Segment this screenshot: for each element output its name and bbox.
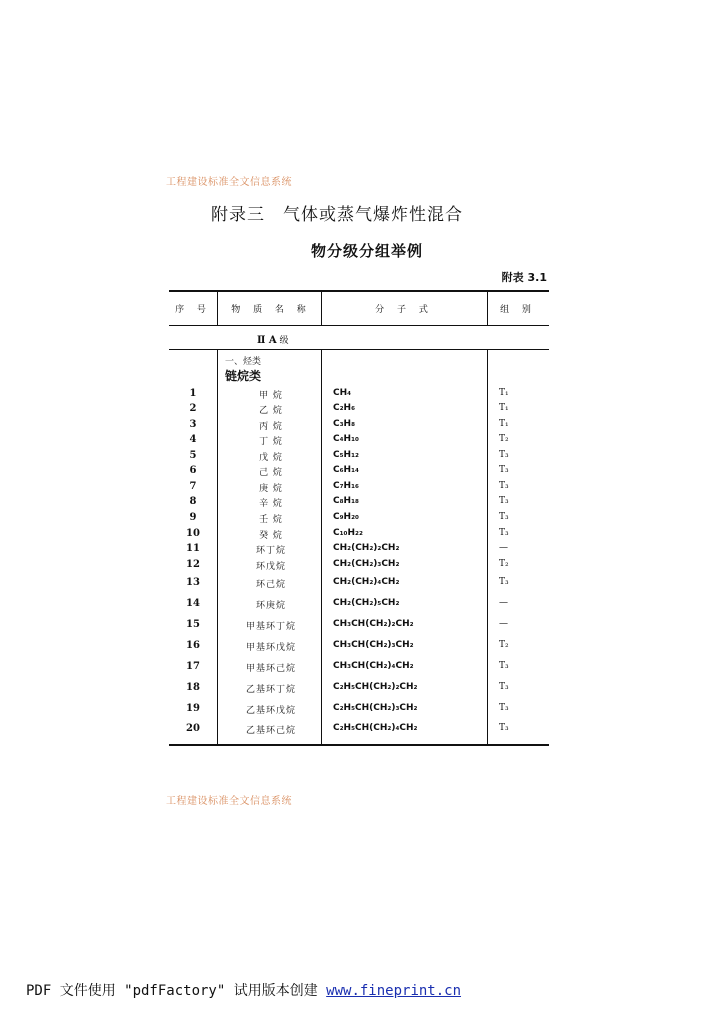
pdf-footer bbox=[26, 980, 461, 1000]
row-group: — bbox=[499, 543, 508, 553]
row-name: 甲基环丁烷 bbox=[245, 622, 296, 632]
category-level1: 一、烃类 bbox=[225, 357, 262, 367]
row-name: 乙基环己烷 bbox=[245, 726, 296, 736]
row-formula: C₅H₁₂ bbox=[333, 450, 359, 460]
row-group: — bbox=[499, 619, 508, 629]
row-group: T₃ bbox=[499, 723, 509, 733]
row-no: 7 bbox=[189, 481, 197, 492]
row-group: T₁ bbox=[499, 403, 509, 413]
row-no: 9 bbox=[189, 512, 197, 523]
row-formula: C₂H₆ bbox=[333, 403, 356, 413]
row-name: 环戊烷 bbox=[255, 562, 286, 572]
row-formula: C₁₀H₂₂ bbox=[333, 528, 363, 538]
row-name: 乙基环丁烷 bbox=[245, 685, 296, 695]
table-row bbox=[169, 543, 549, 558]
col-divider-1-head bbox=[217, 292, 218, 326]
title-text-1: 气体或蒸气爆炸性混合 bbox=[283, 205, 463, 225]
row-formula: C₄H₁₀ bbox=[333, 434, 359, 444]
row-no: 2 bbox=[189, 403, 197, 414]
row-no: 14 bbox=[186, 598, 200, 609]
row-formula: C₂H₅CH(CH₂)₃CH₂ bbox=[333, 703, 418, 713]
row-formula: CH₃CH(CH₂)₂CH₂ bbox=[333, 619, 414, 629]
row-no: 18 bbox=[186, 682, 200, 693]
row-no: 6 bbox=[189, 465, 197, 476]
row-formula: C₂H₅CH(CH₂)₄CH₂ bbox=[333, 723, 418, 733]
row-formula: CH₂(CH₂)₂CH₂ bbox=[333, 543, 400, 553]
row-formula: C₇H₁₆ bbox=[333, 481, 359, 491]
row-name: 辛 烷 bbox=[259, 499, 283, 509]
row-no: 4 bbox=[189, 434, 197, 445]
table-row bbox=[169, 703, 549, 718]
row-group: T₃ bbox=[499, 577, 509, 587]
row-name: 甲 烷 bbox=[259, 391, 283, 401]
watermark-top: 工程建设标准全文信息系统 bbox=[166, 177, 292, 188]
row-name: 庚 烷 bbox=[259, 484, 283, 494]
row-name: 环己烷 bbox=[255, 580, 286, 590]
table-row bbox=[169, 559, 549, 574]
table-row bbox=[169, 723, 549, 738]
grade-rule bbox=[169, 349, 549, 350]
table-row bbox=[169, 577, 549, 592]
header-rule bbox=[169, 325, 549, 326]
row-group: T₃ bbox=[499, 703, 509, 713]
footer-text: PDF 文件使用 "pdfFactory" 试用版本创建 bbox=[26, 983, 327, 999]
title-appendix: 附录三 bbox=[211, 205, 265, 225]
row-group: T₃ bbox=[499, 661, 509, 671]
row-name: 环丁烷 bbox=[255, 546, 286, 556]
row-group: T₃ bbox=[499, 450, 509, 460]
table-row bbox=[169, 388, 549, 403]
row-group: T₂ bbox=[499, 640, 509, 650]
row-name: 丁 烷 bbox=[259, 437, 283, 447]
grade-label bbox=[257, 333, 289, 346]
table-row bbox=[169, 465, 549, 480]
table-row bbox=[169, 403, 549, 418]
row-name: 环庚烷 bbox=[255, 601, 286, 611]
row-formula: CH₃CH(CH₂)₃CH₂ bbox=[333, 640, 414, 650]
table-row bbox=[169, 419, 549, 434]
row-group: — bbox=[499, 598, 508, 608]
footer-link[interactable]: www.fineprint.cn bbox=[326, 983, 462, 999]
row-formula: CH₃CH(CH₂)₄CH₂ bbox=[333, 661, 414, 671]
row-formula: CH₂(CH₂)₄CH₂ bbox=[333, 577, 400, 587]
row-formula: C₃H₈ bbox=[333, 419, 356, 429]
table-row bbox=[169, 661, 549, 676]
row-name: 甲基环己烷 bbox=[245, 664, 296, 674]
row-group: T₃ bbox=[499, 528, 509, 538]
row-no: 11 bbox=[186, 543, 200, 554]
row-group: T₂ bbox=[499, 434, 509, 444]
row-no: 10 bbox=[186, 528, 200, 539]
row-group: T₃ bbox=[499, 481, 509, 491]
table-number: 附表 3.1 bbox=[501, 271, 547, 284]
row-group: T₃ bbox=[499, 465, 509, 475]
row-group: T₁ bbox=[499, 419, 509, 429]
header-name: 物 质 名 称 bbox=[231, 305, 311, 315]
table-row bbox=[169, 528, 549, 543]
classification-table bbox=[169, 290, 549, 746]
row-formula: CH₂(CH₂)₃CH₂ bbox=[333, 559, 400, 569]
table-row bbox=[169, 434, 549, 449]
row-group: T₁ bbox=[499, 388, 509, 398]
row-no: 16 bbox=[186, 640, 200, 651]
row-formula: C₆H₁₄ bbox=[333, 465, 359, 475]
row-no: 19 bbox=[186, 703, 200, 714]
row-no: 20 bbox=[186, 723, 200, 734]
table-row bbox=[169, 619, 549, 634]
row-no: 17 bbox=[186, 661, 200, 672]
row-name: 丙 烷 bbox=[259, 422, 283, 432]
row-formula: C₂H₅CH(CH₂)₂CH₂ bbox=[333, 682, 418, 692]
table-row bbox=[169, 496, 549, 511]
watermark-bottom: 工程建设标准全文信息系统 bbox=[166, 796, 292, 807]
row-no: 1 bbox=[189, 388, 197, 399]
row-no: 3 bbox=[189, 419, 197, 430]
table-row bbox=[169, 640, 549, 655]
table-row bbox=[169, 682, 549, 697]
row-group: T₃ bbox=[499, 496, 509, 506]
table-row bbox=[169, 450, 549, 465]
row-no: 15 bbox=[186, 619, 200, 630]
row-group: T₃ bbox=[499, 512, 509, 522]
row-formula: CH₂(CH₂)₅CH₂ bbox=[333, 598, 400, 608]
row-formula: CH₄ bbox=[333, 388, 352, 398]
row-name: 癸 烷 bbox=[259, 531, 283, 541]
table-row bbox=[169, 512, 549, 527]
category-level2: 链烷类 bbox=[225, 369, 262, 383]
row-formula: C₈H₁₈ bbox=[333, 496, 359, 506]
row-name: 甲基环戊烷 bbox=[245, 643, 296, 653]
table-row bbox=[169, 481, 549, 496]
row-group: T₂ bbox=[499, 559, 509, 569]
row-name: 壬 烷 bbox=[259, 515, 283, 525]
grade-suffix: 级 bbox=[279, 336, 289, 346]
header-no: 序 号 bbox=[175, 305, 211, 315]
title-line-2: 物分级分组举例 bbox=[311, 242, 424, 260]
header-group: 组 别 bbox=[500, 305, 536, 315]
header-formula: 分 子 式 bbox=[375, 305, 433, 315]
table-row bbox=[169, 598, 549, 613]
row-formula: C₉H₂₀ bbox=[333, 512, 359, 522]
grade-roman: Ⅱ A bbox=[257, 335, 277, 346]
row-no: 12 bbox=[186, 559, 200, 570]
row-no: 8 bbox=[189, 496, 197, 507]
row-no: 5 bbox=[189, 450, 197, 461]
row-name: 己 烷 bbox=[259, 468, 283, 478]
title-line-1 bbox=[211, 200, 463, 225]
row-name: 戊 烷 bbox=[259, 453, 283, 463]
row-no: 13 bbox=[186, 577, 200, 588]
row-name: 乙 烷 bbox=[259, 406, 283, 416]
row-group: T₃ bbox=[499, 682, 509, 692]
row-name: 乙基环戊烷 bbox=[245, 706, 296, 716]
